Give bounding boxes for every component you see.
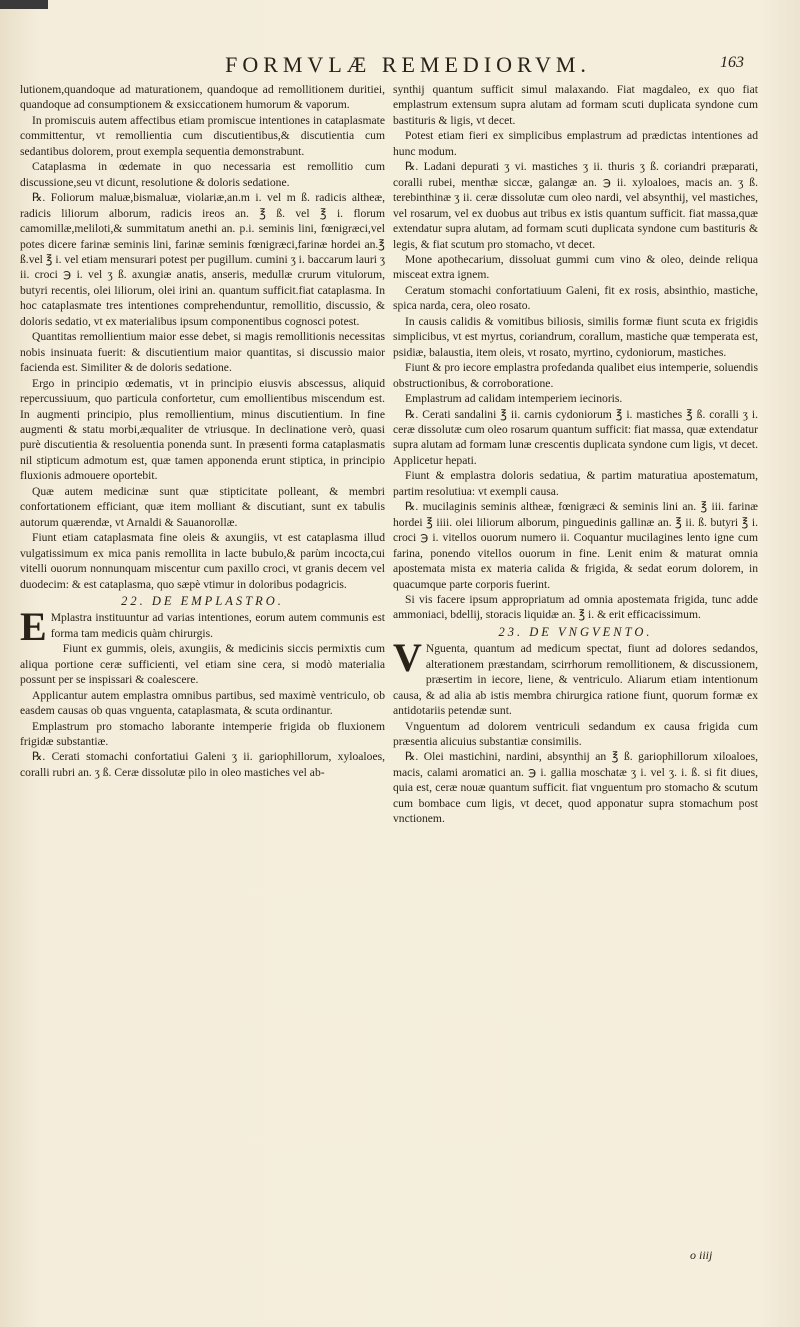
paragraph: lutionem,quandoque ad maturationem, quandoque ad remollitionem duritiei, quandoque ad consumptionem & exsiccationem humorum & vaporum. — [20, 83, 385, 112]
folio-number: 163 — [720, 54, 744, 71]
paragraph: ℞. Cerati stomachi confortatiui Galeni ʒ ii. gariophillorum, xyloaloes, coralli rubri an. ʒ ß. Ceræ dissolutæ pilo in oleo mastiches vel ab- — [20, 750, 385, 779]
paragraph: Emplastrum ad calidam intemperiem iecinoris. — [405, 392, 623, 406]
paragraph: In causis calidis & vomitibus biliosis, similis formæ fiunt scuta ex frigidis simplicibus, vt est myrtus, coriandrum, corallum, mastiche quæ temperata est, psidiæ, balaustia, item oleis, vt rosato, myrtino, cydoniorum, mastiches. — [393, 314, 758, 359]
paragraph: Quantitas remollientium maior esse debet, si magis remollitionis necessitas nobis insinuata fuerit: & discutientium maior quantitas, si discussio maior facienda est. Similiter & de doloris sedatione. — [20, 330, 385, 375]
paragraph: Cataplasma in œdemate in quo necessaria est remollitio cum discussione,seu vt dicunt, resolutione & doloris sedatione. — [20, 160, 385, 189]
paragraph-with-initial — [20, 604, 385, 650]
paragraph-with-initial — [393, 635, 758, 718]
paragraph-text: Mplastra instituuntur ad varias intentiones, eorum autem communis est forma tam medicis quàm chirurgis. — [50, 611, 385, 640]
paragraph: Ergo in principio œdematis, vt in principio eiusvis abscessus, aliquid repercussiuum, quo particula confortetur, cum emollientibus miscendum est. In augmenti principio, plus remollientium, minus discutientium. In fine augmenti & statu morbi,æqualiter de vtriusque. In declinatione verò, quasi purè discutientia & resoluentia ponenda sunt. In præsenti forma cataplasmatis nil stipticum admotum est, quæ tamen apponenda erunt stiptica, in principio fluxionis admouere oportebit. — [20, 376, 385, 483]
paragraph: Fiunt ex gummis, oleis, axungiis, & medicinis siccis permixtis cum aliqua portione ceræ sufficienti, vel etiam sine cera, si modò materialia possunt per se inspissari & coalescere. — [20, 642, 385, 687]
paragraph: Potest etiam fieri ex simplicibus emplastrum ad prædictas intentiones ad hunc modum. — [393, 129, 758, 158]
drop-cap-initial: V — [393, 635, 422, 681]
right-column — [393, 82, 758, 827]
paragraph-text: Nguenta, quantum ad medicum spectat, fiunt ad dolores sedandos, alterationem præstandam, scirrhorum remollitionem, & discussionem, præsertim in iecore, liene, & ventriculo. Aliarum etiam intentionum causa, & ad alia ab istis membra chirurgica ratione fiunt, quorum formæ ex antidotariis petendæ sunt. — [393, 642, 758, 718]
paragraph: In promiscuis autem affectibus etiam promiscue intentiones in cataplasmate committentur, vt remollientia cum discutientibus,& discutientia cum sedantibus dolorem, prout exempla sequentia demonstrabunt. — [20, 113, 385, 158]
paragraph: Mone apothecarium, dissoluat gummi cum vino & oleo, deinde reliqua misceat extra ignem. — [393, 252, 758, 282]
section-heading: 23. DE VNGVENTO. — [498, 624, 653, 639]
paragraph: Si vis facere ipsum appropriatum ad omnia apostemata frigida, tunc adde ammoniaci, bdellij, storacis liquidæ an. ℥ i. & erit efficacissimum. — [393, 592, 758, 622]
paragraph: ℞. Foliorum maluæ,bismaluæ, violariæ,an.m i. vel m ß. radicis altheæ, radicis liliorum alborum, radicis ireos an. ℥ ß. vel ℥ i. florum camomillæ,meliloti,& summitatum anethi an. p.i. seminis lini, fœnigræci,vel potes dicere farinæ seminis lini, farinæ seminis fœnigræci,farinæ hordei an.℥ ß.vel ℥ i. vel etiam mensurari potest per pugillum. cumini ʒ i. baccarum lauri ʒ ii. croci ℈ i. vel ʒ ß. axungiæ anatis, anseris, medullæ crurum vitulorum, butyri recentis, olei liliorum, olei irini an. quantum sufficit.fiat cataplasma. In hoc cataplasmate tres intentiones comprehenduntur, remollitio, discussio, & doloris sedatio, vt ex materialibus ipsum componentibus cognosci potest. — [20, 191, 385, 328]
paragraph: Fiunt & emplastra doloris sedatiua, & partim maturatiua apostematum, partim resolutiua: vt exempli causa. — [393, 469, 758, 498]
paragraph: ℞. mucilaginis seminis altheæ, fœnigræci & seminis lini an. ℥ iii. farinæ hordei ℥ iiii. olei liliorum alborum, pinguedinis gallinæ an. ℥ ii. ß. butyri ℥ i. croci ℈ i. vitellos ouorum numero ii. Coquantur mucilagines lento igne cum farina, ponendo vitellos ouorum in fine. Lenit enim & maturat omnia apostemata mista ex materia calida & frigida, & sedat eorum dolorem, in quacumque parte corporis fuerint. — [393, 500, 758, 591]
paragraph: ℞. Cerati sandalini ℥ ii. carnis cydoniorum ℥ i. mastiches ℥ ß. coralli ʒ i. ceræ dissolutæ cum oleo rosarum quantum sufficit: fiat massa, quæ extendatur supra alutam ad formam lunæ crescentis duplicata syndone cum ligis, vt decet. Applicetur hepati. — [393, 407, 758, 467]
paragraph: Emplastrum pro stomacho laborante intemperie frigida ob fluxionem frigidæ substantiæ. — [20, 719, 385, 749]
running-title: FORMVLÆ REMEDIORVM. — [225, 52, 591, 77]
paragraph: synthij quantum sufficit simul malaxando. Fiat magdaleo, ex quo fiat emplastrum extensum supra alutam ad formam scuti duplicata syndone cum bastituris & ligis, vt decet. — [393, 83, 758, 127]
paragraph: ℞. Olei mastichini, nardini, absynthij an ℥ ß. gariophillorum xiloaloes, macis, calami aromatici an. ℈ i. gallia moschatæ ʒ i. vel ʒ. i. ß. si fit diues, quia est, ceræ nouæ quantum sufficit. fiat vnguentum pro stomacho & scutum cum bombace cum ligis, vt decet, quod apponatur supra stomachum post vnctionem. — [393, 750, 758, 826]
paragraph: Vnguentum ad dolorem ventriculi sedandum ex causa frigida cum præsentia alicuius substantiæ consimilis. — [393, 719, 758, 749]
drop-cap-initial: E — [20, 604, 47, 650]
page-header — [0, 52, 800, 82]
paragraph: Fiunt & pro iecore emplastra profedanda qualibet eius intemperie, soluendis obstructionibus, & corroboratione. — [393, 361, 758, 390]
paragraph: Ceratum stomachi confortatiuum Galeni, fit ex rosis, absinthio, mastiche, spica narda, cera, oleo rosato. — [393, 283, 758, 313]
left-column — [20, 82, 385, 780]
signature-mark: o iiij — [690, 1248, 713, 1262]
section-heading: 22. DE EMPLASTRO. — [121, 593, 284, 608]
paragraph: ℞. Ladani depurati ʒ vi. mastiches ʒ ii. thuris ʒ ß. coriandri præparati, coralli rubei, menthæ siccæ, galangæ an. ℈ ii. xyloaloes, macis an. ʒ ß. terebinthinæ ʒ ii. ceræ dissolutæ cum oleo nardi, vel absynthij, vel mastiches, vel rosarum, vel ex duobus aut tribus ex istis quantum sufficit. fiat massa,quæ extendatur supra alutam, ad formam scuti duplicata syndone cum bastituris & legis, & fiat scutum pro stomacho, vt decet. — [393, 160, 758, 251]
paragraph: Applicantur autem emplastra omnibus partibus, sed maximè ventriculo, ob easdem causas ob quas vnguenta, cataplasmata, & scuta ordinantur. — [20, 688, 385, 718]
paragraph: Quæ autem medicinæ sunt quæ stipticitate polleant, & membri confortationem efficiant, quæ item molliant & discutiant, sunt ex tabulis autorum quærendæ, vt Arnaldi & Sauanorollæ. — [20, 484, 385, 529]
paragraph: Fiunt etiam cataplasmata fine oleis & axungiis, vt est cataplasma illud vulgatissimum ex mica panis remollita in lacte bubulo,& parùm incocta,cui vitelli ouorum nonnunquam miscentur cum paxillo croci, vt granis decem vel duodecim: & est cataplasma, quo sæpè vtimur in doloribus podagricis. — [20, 531, 385, 591]
scan-corner-mark — [0, 0, 48, 9]
